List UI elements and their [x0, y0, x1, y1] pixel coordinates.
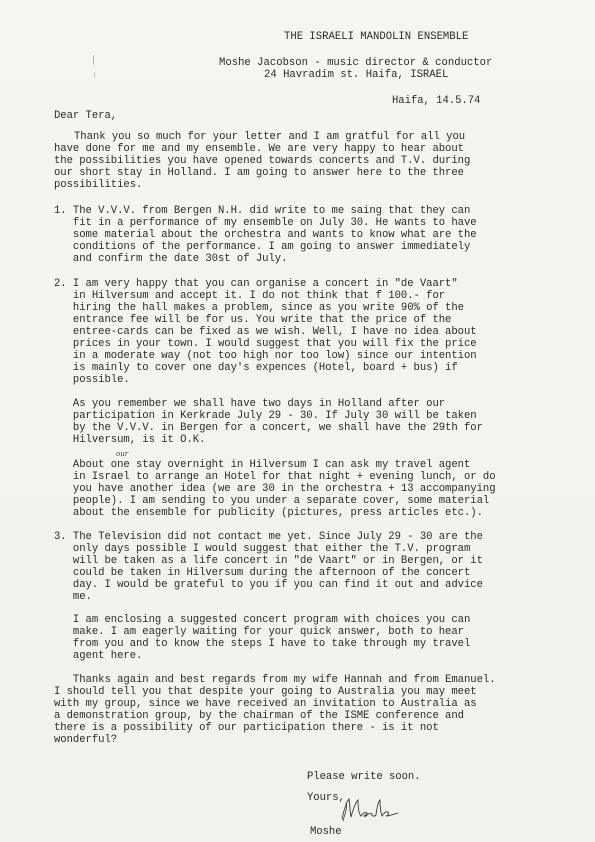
closing-yours: Yours,	[307, 792, 345, 804]
letter-date: Haifa, 14.5.74	[392, 95, 481, 107]
item2-line: entrance fee will be for us. You write that the price of the	[54, 314, 452, 326]
intro-line: possibilities.	[54, 179, 143, 191]
item3-line: only days possible I would suggest that either the T.V. program	[54, 543, 471, 555]
intro-line: have done for me and my ensemble. We are very happy to hear about	[54, 143, 464, 155]
thanks-line: there is a possibility of our participation there - is it not	[54, 722, 439, 734]
item2-line: 2. I am very happy that you can organise a concert in "de Vaart"	[54, 278, 458, 290]
letterhead-address: 24 Havradim st. Haifa, ISRAEL	[264, 69, 449, 81]
item3-line: will be taken as a life concert in "de Vaart" or in Bergen, or it	[54, 555, 483, 567]
handwritten-signature	[338, 795, 410, 825]
item3-line: day. I would be grateful to you if you can find it out and advice	[54, 579, 483, 591]
item2-line: in a moderate way (not too high nor too low) since our intention	[54, 350, 477, 362]
program-line: from you and to know the steps I have to take through my travel	[54, 638, 471, 650]
holland-line: by the V.V.V. in Bergen for a concert, we shall have the 29th for	[54, 422, 483, 434]
letterhead-director: Moshe Jacobson - music director & conductor	[219, 57, 493, 69]
salutation: Dear Tera,	[54, 110, 118, 122]
item2-line: prices in your town. I would suggest that you will fix the price	[54, 338, 477, 350]
margin-mark	[93, 55, 94, 65]
intro-line: the possibilities you have opened towards concerts and T.V. during	[54, 155, 471, 167]
item3-line: 3. The Television did not contact me yet. Since July 29 - 30 are the	[54, 531, 483, 543]
closing-please: Please write soon.	[307, 771, 421, 783]
program-line: I am enclosing a suggested concert program with choices you can	[54, 614, 471, 626]
handwritten-insert: our	[116, 450, 129, 458]
thanks-line: Thanks again and best regards from my wife Hannah and from Emanuel.	[54, 674, 496, 686]
thanks-line: I should tell you that despite your going to Australia you may meet	[54, 686, 477, 698]
thanks-line: a demonstration group, by the chairman of the ISME conference and	[54, 710, 464, 722]
thanks-line: wonderful?	[54, 734, 118, 746]
item3-line: me.	[54, 591, 92, 603]
thanks-line: with my group, since we have received an invitation to Australia as	[54, 698, 477, 710]
item2-line: entree-cards can be fixed as we wish. Well, I have no idea about	[54, 326, 477, 338]
item1-line: conditions of the performance. I am going to answer immediately	[54, 241, 471, 253]
item2-line: hiring the hall makes a problem, since as you write 90% of the	[54, 302, 464, 314]
intro-line: our short stay in Holland. I am going to answer here to the three	[54, 167, 464, 179]
item3-line: could be taken in Hilversum during the afternoon of the concert	[54, 567, 471, 579]
overnight-line: About one stay overnight in Hilversum I can ask my travel agent	[54, 459, 471, 471]
overnight-line: people). I am sending to you under a separate cover, some material	[54, 495, 490, 507]
overnight-line: about the ensemble for publicity (pictures, press articles etc.).	[54, 507, 483, 519]
item1-line: fit in a performance of my ensemble on July 30. He wants to have	[54, 217, 477, 229]
program-line: agent here.	[54, 650, 143, 662]
item2-line: is mainly to cover one day's expences (Hotel, board + bus) if	[54, 362, 458, 374]
overnight-line: you have another idea (we are 30 in the orchestra + 13 accompanying	[54, 483, 496, 495]
item1-line: 1. The V.V.V. from Bergen N.H. did write to me saing that they can	[54, 205, 471, 217]
item2-line: possible.	[54, 374, 130, 386]
holland-line: As you remember we shall have two days in Holland after our	[54, 398, 446, 410]
holland-line: Hilversum, is it O.K.	[54, 434, 206, 446]
overnight-line: in Israel to arrange an Hotel for that night + evening lunch, or do	[54, 471, 496, 483]
item1-line: some material about the orchestra and wants to know what are the	[54, 229, 477, 241]
intro-line: Thank you so much for your letter and I am gratful for all you	[74, 131, 466, 143]
letterhead-ensemble: THE ISRAELI MANDOLIN ENSEMBLE	[284, 31, 469, 43]
closing-name: Moshe	[310, 826, 342, 838]
holland-line: participation in Kerkrade July 29 - 30. If July 30 will be taken	[54, 410, 477, 422]
item1-line: and confirm the date 30st of July.	[54, 253, 288, 265]
margin-mark	[94, 72, 95, 78]
program-line: make. I am eagerly waiting for your quick answer, both to hear	[54, 626, 464, 638]
item2-line: in Hilversum and accept it. I do not think that f 100.- for	[54, 290, 446, 302]
